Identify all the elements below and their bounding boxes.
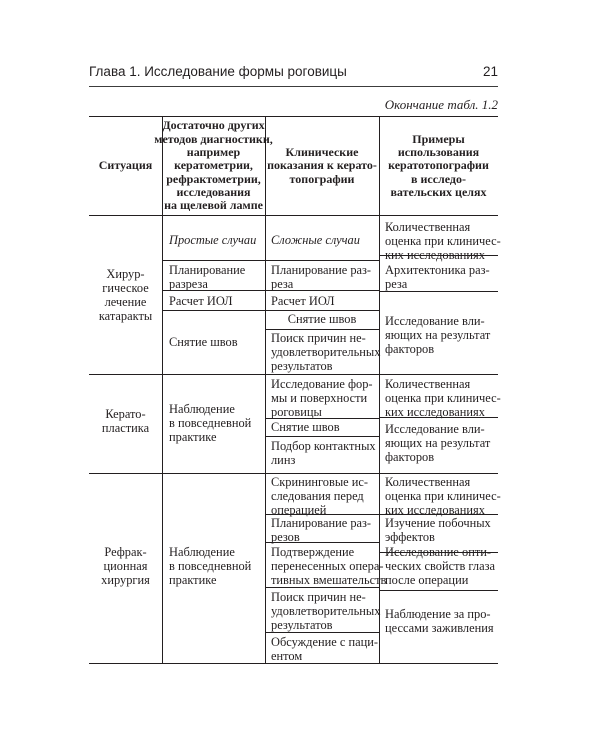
refractive-alternatives: [169, 545, 265, 587]
refractive-side-effects: [385, 516, 498, 544]
cataract-research-quant-line: оценка при клиничес-: [385, 234, 501, 248]
row-rule: [265, 632, 379, 633]
cataract-poor-results-line: результатов: [271, 359, 333, 373]
refractive-incision-planning-line: резов: [271, 530, 300, 544]
header-indications-line: Клинические: [285, 145, 359, 160]
refractive-side-effects-line: Изучение побочных: [385, 516, 491, 530]
refractive-patient-discussion: [271, 635, 379, 663]
header-alternatives-text: [154, 119, 272, 212]
cataract-research-quant-line: Количественная: [385, 220, 471, 234]
refractive-patient-discussion-line: Обсуждение с паци-: [271, 635, 378, 649]
keratoplasty-research-factors-line: факторов: [385, 450, 435, 464]
keratoplasty-research-factors: [385, 422, 498, 464]
keratoplasty-lens-fitting-line: линз: [271, 453, 296, 467]
cataract-iol-ind: Расчет ИОЛ: [271, 294, 335, 308]
cataract-architectonics: [385, 263, 498, 291]
situation-keratoplasty: [89, 407, 162, 435]
running-head: [89, 62, 498, 87]
keratoplasty-research-factors-line: яющих на результат: [385, 436, 491, 450]
page-number: 21: [482, 64, 498, 79]
situation-refractive: [89, 545, 162, 587]
cataract-architectonics-line: реза: [385, 277, 408, 291]
header-alternatives-line: рефрактометрии,: [166, 171, 261, 186]
situation-cataract-line: Хирур-: [106, 267, 145, 281]
section-rule: [89, 374, 498, 375]
keratoplasty-research-quant-line: ких исследованиях: [385, 405, 485, 419]
keratoplasty-shape-study-line: мы и поверхности: [271, 391, 368, 405]
keratoplasty-shape-study-line: Исследование фор-: [271, 377, 373, 391]
refractive-optical-properties-line: Исследование опти-: [385, 545, 492, 559]
situation-refractive-line: Рефрак-: [104, 545, 147, 559]
cataract-poor-results-line: Поиск причин не-: [271, 331, 366, 345]
situation-cataract-line: лечение: [104, 295, 147, 309]
refractive-incision-planning-line: Планирование раз-: [271, 516, 372, 530]
refractive-screening: [271, 475, 379, 517]
header-rule: [89, 215, 498, 216]
cataract-incision-planning-alt: [169, 263, 265, 291]
refractive-research-quant-line: ких исследованиях: [385, 503, 485, 517]
cataract-architectonics-line: Архитектоника раз-: [385, 263, 490, 277]
header-research-line: кератотопографии: [388, 158, 489, 173]
situation-cataract-line: катаракты: [98, 309, 153, 323]
chapter-title: Глава 1. Исследование формы роговицы: [89, 64, 347, 79]
refractive-side-effects-line: эффектов: [385, 530, 435, 544]
cataract-iol-alt: Расчет ИОЛ: [169, 294, 233, 308]
cataract-incision-planning-ind: [271, 263, 379, 291]
cataract-research-quant-line: ких исследованиях: [385, 248, 485, 262]
header-research-line: использования: [397, 145, 480, 160]
refractive-confirm-interventions-line: тивных вмешательств: [271, 573, 387, 587]
cataract-suture-removal-ind: Снятие швов: [287, 312, 357, 326]
keratoplasty-alternatives-line: в повседневной: [169, 416, 252, 430]
header-indications-line: показания к керато-: [267, 158, 377, 173]
refractive-poor-results-line: удовлетворительных: [271, 604, 381, 618]
header-indications-line: топографии: [289, 171, 355, 186]
refractive-healing-line: Наблюдение за про-: [385, 607, 491, 621]
cataract-research-factors-line: Исследование вли-: [385, 314, 485, 328]
keratoplasty-alternatives-line: практике: [169, 430, 217, 444]
header-alternatives-line: методов диагностики,: [154, 131, 273, 146]
header-research-line: вательских целях: [390, 184, 487, 199]
header-situation-text: [99, 159, 152, 172]
refractive-healing: [385, 607, 498, 635]
refractive-optical-properties: [385, 545, 498, 587]
row-rule: [265, 587, 379, 588]
header-alternatives-line: на щелевой лампе: [164, 198, 263, 213]
refractive-screening-line: операцией: [271, 503, 327, 517]
keratoplasty-research-quant: [385, 377, 501, 419]
refractive-research-quant: [385, 475, 501, 517]
row-rule: [265, 329, 379, 330]
keratoplasty-research-quant-line: оценка при клиничес-: [385, 391, 501, 405]
cataract-research-factors-line: яющих на результат: [385, 328, 491, 342]
keratoplasty-research-quant-line: Количественная: [385, 377, 471, 391]
header-research-line: в исследо-: [410, 171, 466, 186]
situation-cataract: [89, 267, 162, 323]
cataract-incision-planning-alt-line: разреза: [169, 277, 208, 291]
complex-cases-label: Сложные случаи: [271, 233, 360, 247]
refractive-alternatives-line: в повседневной: [169, 559, 252, 573]
cataract-research-quant: [385, 220, 501, 262]
refractive-alternatives-line: практике: [169, 573, 217, 587]
refractive-poor-results: [271, 590, 379, 632]
header-situation-line: Ситуация: [98, 158, 153, 173]
refractive-research-quant-line: Количественная: [385, 475, 471, 489]
keratoplasty-alternatives-line: Наблюдение: [169, 402, 235, 416]
header-indications-text: [267, 146, 377, 186]
cataract-research-factors: [385, 314, 498, 356]
keratoplasty-research-factors-line: Исследование вли-: [385, 422, 485, 436]
refractive-confirm-interventions: [271, 545, 387, 587]
header-alternatives-line: например: [186, 145, 241, 160]
cataract-poor-results: [271, 331, 379, 373]
header-research-line: Примеры: [412, 131, 465, 146]
refractive-optical-properties-line: ческих свойств глаза: [385, 559, 495, 573]
header-alternatives-line: Достаточно других: [162, 118, 265, 133]
row-rule: [162, 260, 379, 261]
cataract-poor-results-line: удовлетворительных: [271, 345, 381, 359]
refractive-screening-line: Скрининговые ис-: [271, 475, 369, 489]
header-research-text: [388, 133, 489, 199]
refractive-optical-properties-line: после операции: [385, 573, 469, 587]
header-research: [379, 117, 498, 215]
row-rule: [379, 291, 498, 292]
section-rule: [89, 473, 498, 474]
keratoplasty-shape-study-line: роговицы: [271, 405, 322, 419]
simple-cases-label: Простые случаи: [169, 233, 257, 247]
situation-keratoplasty-line: пластика: [101, 421, 150, 435]
header-alternatives: [154, 117, 273, 215]
table-caption: Окончание табл. 1.2: [384, 97, 498, 112]
row-rule: [379, 590, 498, 591]
row-rule: [162, 310, 379, 311]
refractive-alternatives-line: Наблюдение: [169, 545, 235, 559]
refractive-confirm-interventions-line: Подтверждение: [271, 545, 355, 559]
header-situation: [89, 117, 162, 215]
refractive-patient-discussion-line: ентом: [271, 649, 303, 663]
situation-cataract-line: гическое: [102, 281, 149, 295]
header-indications: [265, 117, 379, 215]
refractive-incision-planning: [271, 516, 379, 544]
refractive-healing-line: цессами заживления: [385, 621, 494, 635]
refractive-screening-line: следования перед: [271, 489, 364, 503]
cataract-incision-planning-ind-line: реза: [271, 277, 294, 291]
refractive-poor-results-line: Поиск причин не-: [271, 590, 366, 604]
keratoplasty-lens-fitting: [271, 439, 379, 467]
cataract-incision-planning-ind-line: Планирование раз-: [271, 263, 372, 277]
situation-refractive-line: ционная: [103, 559, 148, 573]
refractive-poor-results-line: результатов: [271, 618, 333, 632]
cataract-incision-planning-alt-line: Планирование: [169, 263, 246, 277]
situation-refractive-line: хирургия: [101, 573, 150, 587]
refractive-research-quant-line: оценка при клиничес-: [385, 489, 501, 503]
situation-keratoplasty-line: Керато-: [105, 407, 146, 421]
row-rule: [265, 436, 379, 437]
header-alternatives-line: кератометрии,: [174, 158, 253, 173]
cataract-research-factors-line: факторов: [385, 342, 435, 356]
refractive-confirm-interventions-line: перенесенных опера-: [271, 559, 384, 573]
keratoplasty-alternatives: [169, 402, 265, 444]
header-alternatives-line: исследования: [176, 184, 251, 199]
cataract-suture-removal-alt: Снятие швов: [169, 335, 238, 349]
keratoplasty-lens-fitting-line: Подбор контактных: [271, 439, 376, 453]
keratoplasty-suture-removal: Снятие швов: [271, 420, 340, 434]
keratotopography-table: [89, 116, 501, 664]
keratoplasty-shape-study: [271, 377, 379, 419]
